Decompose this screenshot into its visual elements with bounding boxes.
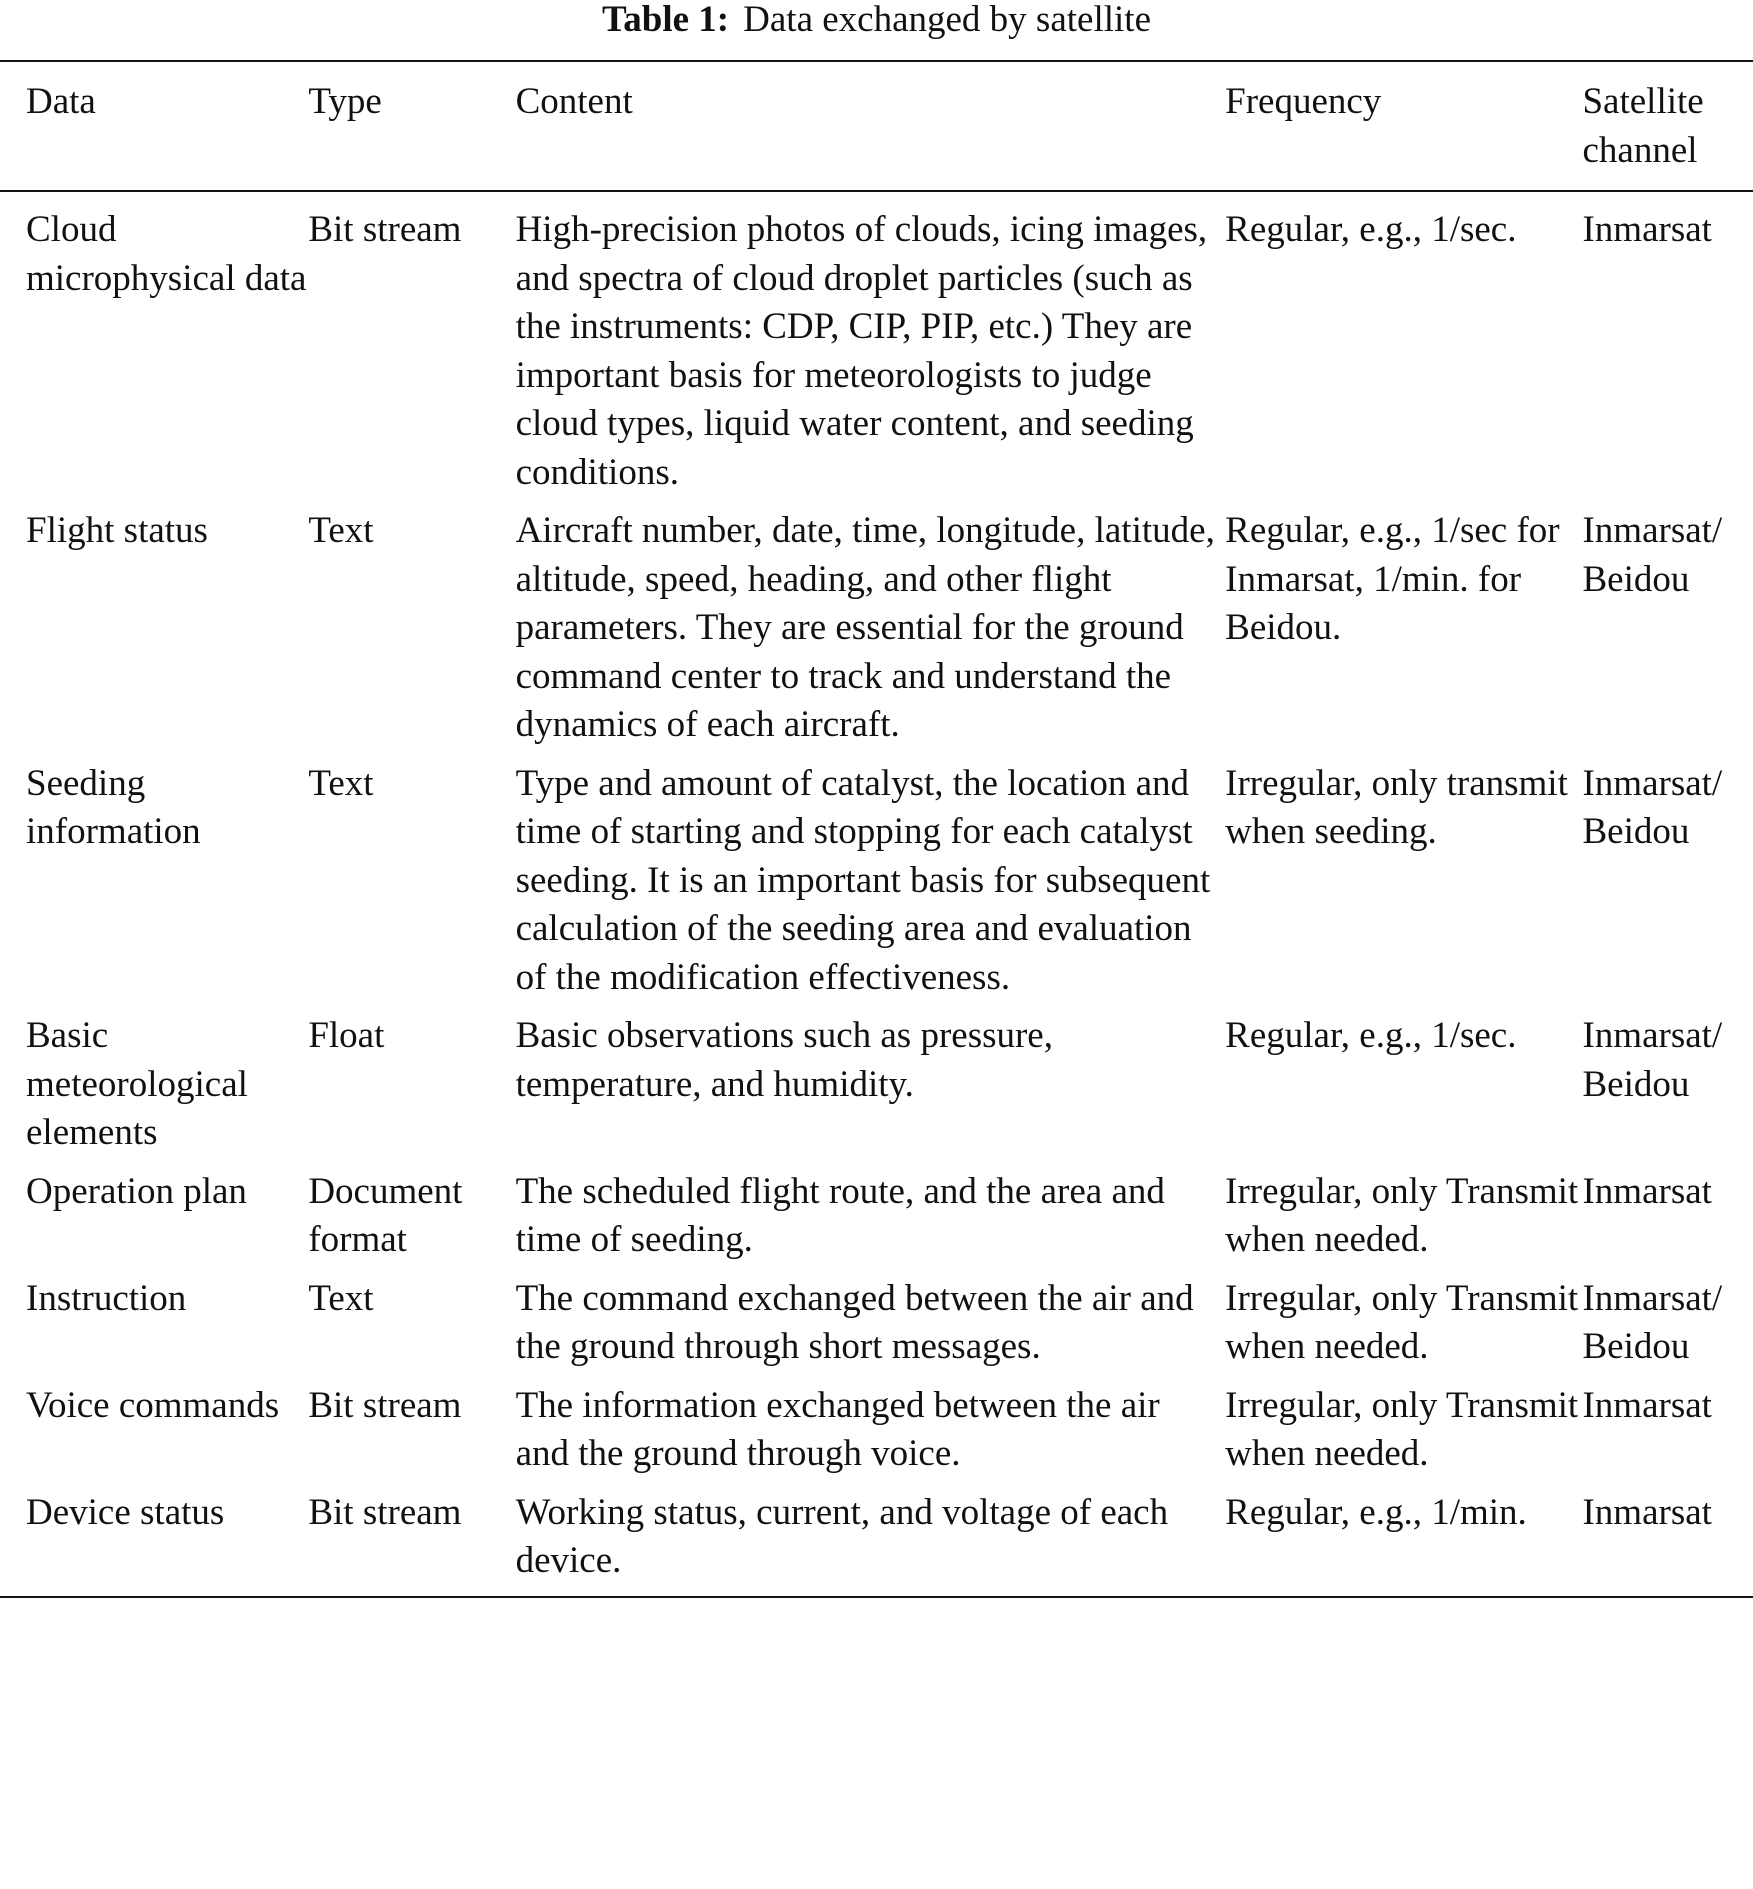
cell-satellite-channel: Inmarsat [1582,1170,1712,1212]
table-caption [0,0,1753,40]
data-table [0,60,1753,1598]
header-frequency: Frequency [1225,81,1382,122]
cell-content: Working status, current, and voltage of each device. [515,1491,1169,1581]
table-row [0,1168,1753,1275]
table-row [0,760,1753,1013]
table-row [0,191,1753,507]
cell-data: Basic meteorological elements [26,1015,248,1153]
cell-type: Text [308,510,374,551]
cell-frequency: Regular, e.g., 1/sec. [1225,1015,1517,1056]
cell-data: Instruction [26,1277,187,1319]
cell-data: Flight status [26,510,208,551]
cell-type: Float [308,1015,385,1056]
cell-data: Cloud microphysical data [26,209,307,299]
cell-satellite-channel: Inmarsat/ Beidou [1582,1015,1723,1105]
cell-frequency: Irregular, only transmit when seeding. [1225,762,1568,852]
cell-satellite-channel: Inmarsat [1582,209,1712,250]
cell-data: Operation plan [26,1170,247,1212]
cell-content: The scheduled flight route, and the area and time of seeding. [515,1170,1165,1260]
table-row [0,1275,1753,1382]
table-header-row [0,61,1753,191]
cell-content: Basic observations such as pressure, temperature, and humidity. [515,1015,1053,1105]
table-row [0,1382,1753,1489]
cell-frequency: Regular, e.g., 1/sec. [1225,209,1517,250]
header-type: Type [308,81,382,122]
cell-type: Document format [308,1170,463,1260]
cell-frequency: Regular, e.g., 1/min. [1225,1491,1527,1533]
table-caption-label: Table 1: [602,0,730,40]
cell-satellite-channel: Inmarsat/ Beidou [1582,1277,1723,1367]
table-row [0,1489,1753,1597]
cell-data: Device status [26,1491,225,1533]
cell-satellite-channel: Inmarsat/ Beidou [1582,510,1723,600]
cell-satellite-channel: Inmarsat/ Beidou [1582,762,1723,852]
cell-frequency: Regular, e.g., 1/sec for Inmarsat, 1/min. for Beidou. [1225,510,1560,648]
table-row [0,1012,1753,1168]
cell-frequency: Irregular, only Transmit when needed. [1225,1277,1579,1367]
header-satellite-channel: Satellite channel [1582,81,1704,171]
cell-type: Bit stream [308,1491,462,1533]
cell-type: Bit stream [308,1384,462,1426]
cell-content: Type and amount of catalyst, the location and time of starting and stopping for each catalyst seeding. It is an important basis for subsequent calculation of the seeding area and evaluation of the modification effectiveness. [515,762,1211,998]
cell-content: Aircraft number, date, time, longitude, latitude, altitude, speed, heading, and other flight parameters. They are essential for the ground command center to track and understand the dynamics of each aircraft. [515,510,1215,745]
cell-satellite-channel: Inmarsat [1582,1384,1712,1426]
cell-satellite-channel: Inmarsat [1582,1491,1712,1533]
cell-frequency: Irregular, only Transmit when needed. [1225,1384,1579,1474]
header-content: Content [515,81,633,122]
cell-type: Text [308,762,374,804]
cell-data: Seeding information [26,762,201,852]
cell-frequency: Irregular, only Transmit when needed. [1225,1170,1579,1260]
header-data: Data [26,81,96,122]
table-caption-text: Data exchanged by satellite [743,0,1151,40]
cell-content: High-precision photos of clouds, icing images, and spectra of cloud droplet particles (such as the instruments: CDP, CIP, PIP, etc.) They are important basis for meteorologists to judge cloud types, liquid water content, and seeding conditions. [515,209,1208,493]
cell-data: Voice commands [26,1384,280,1426]
cell-content: The command exchanged between the air and the ground through short messages. [515,1277,1194,1367]
cell-content: The information exchanged between the air and the ground through voice. [515,1384,1160,1474]
cell-type: Text [308,1277,374,1319]
cell-type: Bit stream [308,209,462,250]
table-row [0,507,1753,760]
